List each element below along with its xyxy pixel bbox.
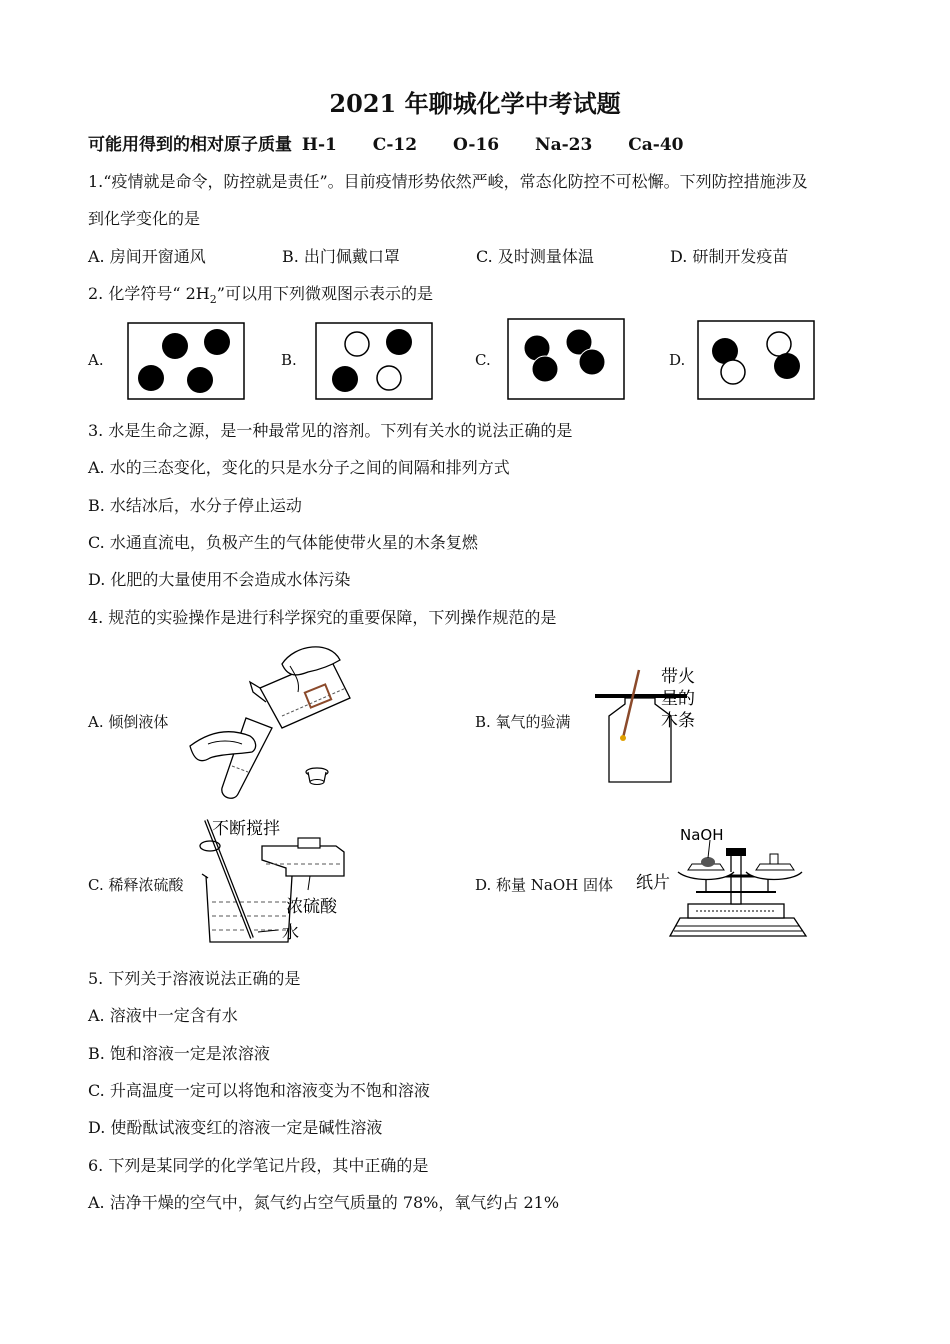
- q1-option-c: C. 及时测量体温: [476, 247, 594, 266]
- q3-stem: 3. 水是生命之源，是一种最常见的溶剂。下列有关水的说法正确的是: [88, 421, 573, 440]
- q4-diagram-dilution: [196, 812, 356, 948]
- q4-d-label-paper: 纸片: [636, 873, 670, 893]
- atomic-masses: [88, 130, 684, 155]
- q4-option-a: A. 倾倒液体: [88, 713, 169, 731]
- q4-b-label-2: 星的: [661, 689, 695, 709]
- q4-option-c: C. 稀释浓硫酸: [88, 876, 184, 894]
- q3-option-a: A. 水的三态变化，变化的只是水分子之间的间隔和排列方式: [88, 458, 510, 477]
- q1-stem-line1: 1.“疫情就是命令，防控就是责任”。目前疫情形势依然严峻，常态化防控不可松懈。下列防控措施涉及: [88, 172, 808, 191]
- q3-option-b: B. 水结冰后，水分子停止运动: [88, 496, 302, 515]
- q4-c-label-stir: 不断搅拌: [212, 819, 280, 839]
- q2-label-c: C.: [475, 351, 491, 369]
- q4-stem: 4. 规范的实验操作是进行科学探究的重要保障，下列操作规范的是: [88, 608, 557, 627]
- q4-diagram-oxygen-test: [595, 662, 710, 786]
- q5-option-d: D. 使酚酞试液变红的溶液一定是碱性溶液: [88, 1118, 383, 1137]
- q2-label-a: A.: [88, 351, 104, 369]
- q2-label-b: B.: [281, 351, 297, 369]
- q5-option-a: A. 溶液中一定含有水: [88, 1006, 238, 1025]
- q4-c-label-water: 水: [282, 923, 299, 943]
- q4-b-label-3: 木条: [661, 711, 695, 731]
- q2-stem-post: ”可以用下列微观图示表示的是: [216, 284, 433, 303]
- mass-item: Ca-40: [628, 135, 684, 155]
- q6-option-a: A. 洁净干燥的空气中，氮气约占空气质量的 78%，氧气约占 21%: [88, 1193, 560, 1212]
- mass-item: H-1: [301, 135, 337, 155]
- q5-stem: 5. 下列关于溶液说法正确的是: [88, 969, 301, 988]
- q1-stem-line2: 到化学变化的是: [88, 209, 201, 228]
- q4-option-b: B. 氧气的验满: [475, 713, 571, 731]
- mass-item: Na-23: [535, 135, 593, 155]
- q4-diagram-pouring: [190, 636, 355, 801]
- q2-stem: [88, 281, 433, 306]
- q2-diagram-a: [127, 322, 245, 400]
- q2-diagram-b: [315, 322, 433, 400]
- mass-item: O-16: [452, 135, 500, 155]
- q6-stem: 6. 下列是某同学的化学笔记片段，其中正确的是: [88, 1156, 429, 1175]
- atomic-masses-intro: 可能用得到的相对原子质量: [88, 135, 292, 155]
- q5-option-b: B. 饱和溶液一定是浓溶液: [88, 1044, 270, 1063]
- q2-stem-sub: 2: [209, 293, 217, 307]
- q4-diagram-balance: [636, 818, 826, 942]
- q4-c-label-acid: 浓硫酸: [286, 897, 337, 917]
- q3-option-d: D. 化肥的大量使用不会造成水体污染: [88, 570, 351, 589]
- q3-option-c: C. 水通直流电，负极产生的气体能使带火星的木条复燃: [88, 533, 478, 552]
- page-title: 2021 年聊城化学中考试题: [329, 89, 621, 118]
- q1-option-a: A. 房间开窗通风: [88, 247, 206, 266]
- q5-option-c: C. 升高温度一定可以将饱和溶液变为不饱和溶液: [88, 1081, 430, 1100]
- q2-diagram-c: [507, 318, 625, 400]
- q4-b-label-1: 带火: [661, 667, 695, 687]
- q1-option-d: D. 研制开发疫苗: [670, 247, 789, 266]
- q1-option-b: B. 出门佩戴口罩: [282, 247, 400, 266]
- q2-diagram-d: [697, 320, 815, 400]
- q2-stem-pre: 2. 化学符号“ 2H: [88, 284, 210, 303]
- mass-item: C-12: [372, 135, 418, 155]
- q4-d-label-naoh: NaOH: [680, 826, 724, 844]
- q2-label-d: D.: [669, 351, 686, 369]
- q4-option-d: D. 称量 NaOH 固体: [475, 876, 614, 894]
